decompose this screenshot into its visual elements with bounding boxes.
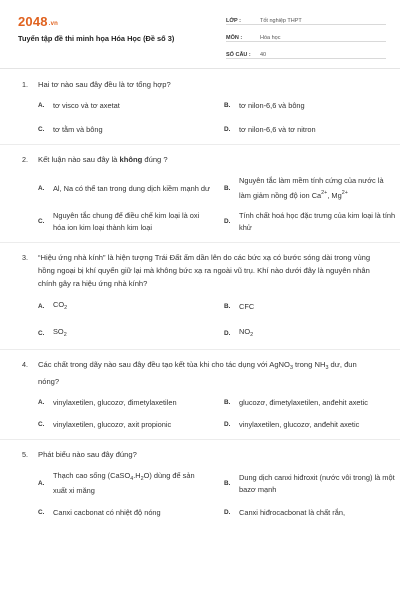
option-text: vinylaxetilen, glucozơ, anđehit axetic <box>239 420 360 429</box>
question-text: trong NH <box>292 360 326 369</box>
meta-value: Hóa học <box>260 35 281 41</box>
option-d[interactable] <box>224 124 396 136</box>
question-4 <box>0 358 400 440</box>
option-letter: A. <box>38 302 45 310</box>
option-text: Canxi hiđrocacbonat là chất rắn, <box>239 508 345 517</box>
ion-charge: 2+ <box>321 190 328 196</box>
option-letter: C. <box>38 329 45 337</box>
option-a[interactable] <box>38 397 210 409</box>
option-letter: B. <box>224 302 231 310</box>
option-b[interactable] <box>224 175 396 202</box>
formula-subscript: 2 <box>250 332 254 338</box>
meta-table <box>226 10 386 61</box>
option-letter: A. <box>38 184 45 192</box>
option-letter: B. <box>224 479 231 487</box>
question-list <box>0 78 400 527</box>
option-text: tơ tằm và bông <box>53 125 103 134</box>
option-letter: B. <box>224 184 231 192</box>
question-stem <box>0 358 400 388</box>
option-text: Nguyên tắc chung để điều chế kim loại là oxi hóa ion kim loại thành kim loại <box>53 211 200 232</box>
option-letter: B. <box>224 102 231 109</box>
logo-suffix: .vn <box>48 21 59 27</box>
option-text: Dung dịch canxi hiđroxit (nước vôi trong) là một bazơ mạnh <box>239 472 395 494</box>
option-letter: D. <box>224 218 231 225</box>
question-text: đúng ? <box>142 155 168 164</box>
meta-label: MÔN : <box>226 35 243 41</box>
option-letter: C. <box>38 509 45 516</box>
question-1 <box>0 78 400 145</box>
option-text: glucozơ, đimetylaxetilen, anđehit axetic <box>239 398 368 407</box>
meta-row-class <box>226 10 386 25</box>
brand-logo[interactable] <box>18 14 58 29</box>
question-text: “Hiệu ứng nhà kính” là hiện tượng Trái Đất ấm dần lên do các bức xạ có bước sóng dài trong vùng hồng ngoại bị khí quyển giữ lại mà không bức xạ ra ngoài vũ trụ. Khí nào dưới đây là nguyên nhân chính gây ra hiệu ứng nhà kính? <box>38 253 371 288</box>
option-text <box>239 326 396 341</box>
answer-options <box>0 100 400 136</box>
answer-options <box>0 299 400 341</box>
formula-subscript: 2 <box>140 476 144 482</box>
option-a[interactable] <box>38 470 210 497</box>
option-text: Tính chất hoá học đặc trưng của kim loại là tính khử <box>239 211 396 232</box>
option-letter: A. <box>38 102 45 109</box>
question-3 <box>0 251 400 350</box>
option-letter: C. <box>38 421 45 428</box>
question-5 <box>0 448 400 519</box>
question-text: Phát biểu nào sau đây đúng? <box>38 450 137 459</box>
option-text: CFC <box>239 301 255 311</box>
option-a[interactable] <box>38 175 210 202</box>
option-letter: C. <box>38 126 45 133</box>
question-text: dư, đun nóng? <box>38 360 357 386</box>
option-letter: A. <box>38 399 45 406</box>
question-divider <box>0 349 400 350</box>
question-text: Các chất trong dãy nào sau đây đều tạo kết tủa khi cho tác dụng với AgNO <box>38 360 290 369</box>
option-a[interactable] <box>38 100 210 112</box>
meta-value: Tốt nghiệp THPT <box>260 18 302 24</box>
option-letter: C. <box>38 218 45 225</box>
option-text: vinylaxetilen, glucozơ, đimetylaxetilen <box>53 398 177 407</box>
question-stem <box>0 78 400 91</box>
option-b[interactable] <box>224 470 396 497</box>
option-text <box>53 299 210 314</box>
option-text: tơ nilon-6,6 và bông <box>239 101 305 110</box>
option-letter: D. <box>224 509 231 516</box>
option-letter: B. <box>224 399 231 406</box>
option-b[interactable] <box>224 299 396 314</box>
option-text-part: Nguyên tắc làm mềm tính cứng của nước là làm giảm nồng độ ion Ca <box>239 176 384 200</box>
formula-subscript: 3 <box>325 365 329 371</box>
meta-value: 40 <box>260 52 267 58</box>
option-text: Al, Na có thể tan trong dung dịch kiềm mạnh dư <box>53 183 210 193</box>
option-letter: A. <box>38 479 45 487</box>
answer-options <box>0 397 400 431</box>
question-2 <box>0 153 400 243</box>
question-divider <box>0 144 400 145</box>
logo-text: 2048 <box>18 14 48 29</box>
formula-subscript: 2 <box>63 332 67 338</box>
question-divider <box>0 242 400 243</box>
option-letter: D. <box>224 421 231 428</box>
option-text-part: Thạch cao sống (CaSO <box>53 471 131 480</box>
option-text <box>53 470 210 497</box>
option-d[interactable] <box>224 210 396 234</box>
question-number: 5. <box>22 450 28 459</box>
question-stem <box>0 448 400 461</box>
document-title: Tuyển tập đề thi minh họa Hóa Học (Đề số 3) <box>18 34 175 43</box>
question-text: Kết luận nào sau đây là <box>38 155 120 164</box>
formula-base: NO <box>239 327 251 336</box>
ion-charge: 2+ <box>341 190 348 196</box>
option-a[interactable] <box>38 299 210 314</box>
option-d[interactable] <box>224 507 396 519</box>
option-b[interactable] <box>224 397 396 409</box>
option-letter: D. <box>224 329 231 337</box>
option-c[interactable] <box>38 507 210 519</box>
option-text: tơ nilon-6,6 và tơ nitron <box>239 125 316 134</box>
formula-base: CO <box>53 300 65 309</box>
option-b[interactable] <box>224 100 396 112</box>
question-divider <box>0 439 400 440</box>
option-c[interactable] <box>38 326 210 341</box>
meta-label: LỚP : <box>226 18 241 24</box>
question-number: 4. <box>22 360 28 369</box>
meta-row-subject <box>226 27 386 42</box>
meta-row-count <box>226 44 386 59</box>
option-c[interactable] <box>38 210 210 234</box>
option-d[interactable] <box>224 419 396 431</box>
option-text: Canxi cacbonat có nhiệt độ nóng <box>53 508 161 517</box>
question-number: 3. <box>22 253 28 262</box>
header-divider <box>0 68 400 69</box>
meta-label: SỐ CÂU : <box>226 52 251 58</box>
option-text-part: , Mg <box>327 191 342 200</box>
option-text-part: .H <box>133 471 141 480</box>
question-text: Hai tơ nào sau đây đều là tơ tổng hợp? <box>38 80 171 89</box>
answer-options <box>0 175 400 234</box>
formula-base: SO <box>53 327 64 336</box>
formula-subscript: 4 <box>130 476 134 482</box>
option-text-part: O) dùng để sản xuất xi măng <box>53 471 195 495</box>
option-d[interactable] <box>224 326 396 341</box>
question-stem <box>0 251 400 290</box>
option-text <box>53 326 210 341</box>
question-emphasis: không <box>119 155 143 164</box>
option-text <box>239 175 396 202</box>
option-text: tơ visco và tơ axetat <box>53 101 120 110</box>
answer-options <box>0 470 400 519</box>
option-text: vinylaxetilen, glucozơ, axit propionic <box>53 420 172 429</box>
formula-subscript: 3 <box>289 365 293 371</box>
option-c[interactable] <box>38 419 210 431</box>
question-number: 2. <box>22 155 28 164</box>
option-c[interactable] <box>38 124 210 136</box>
formula-subscript: 2 <box>64 305 68 311</box>
page-header <box>0 0 400 60</box>
question-stem <box>0 153 400 166</box>
option-letter: D. <box>224 126 231 133</box>
question-number: 1. <box>22 80 28 89</box>
